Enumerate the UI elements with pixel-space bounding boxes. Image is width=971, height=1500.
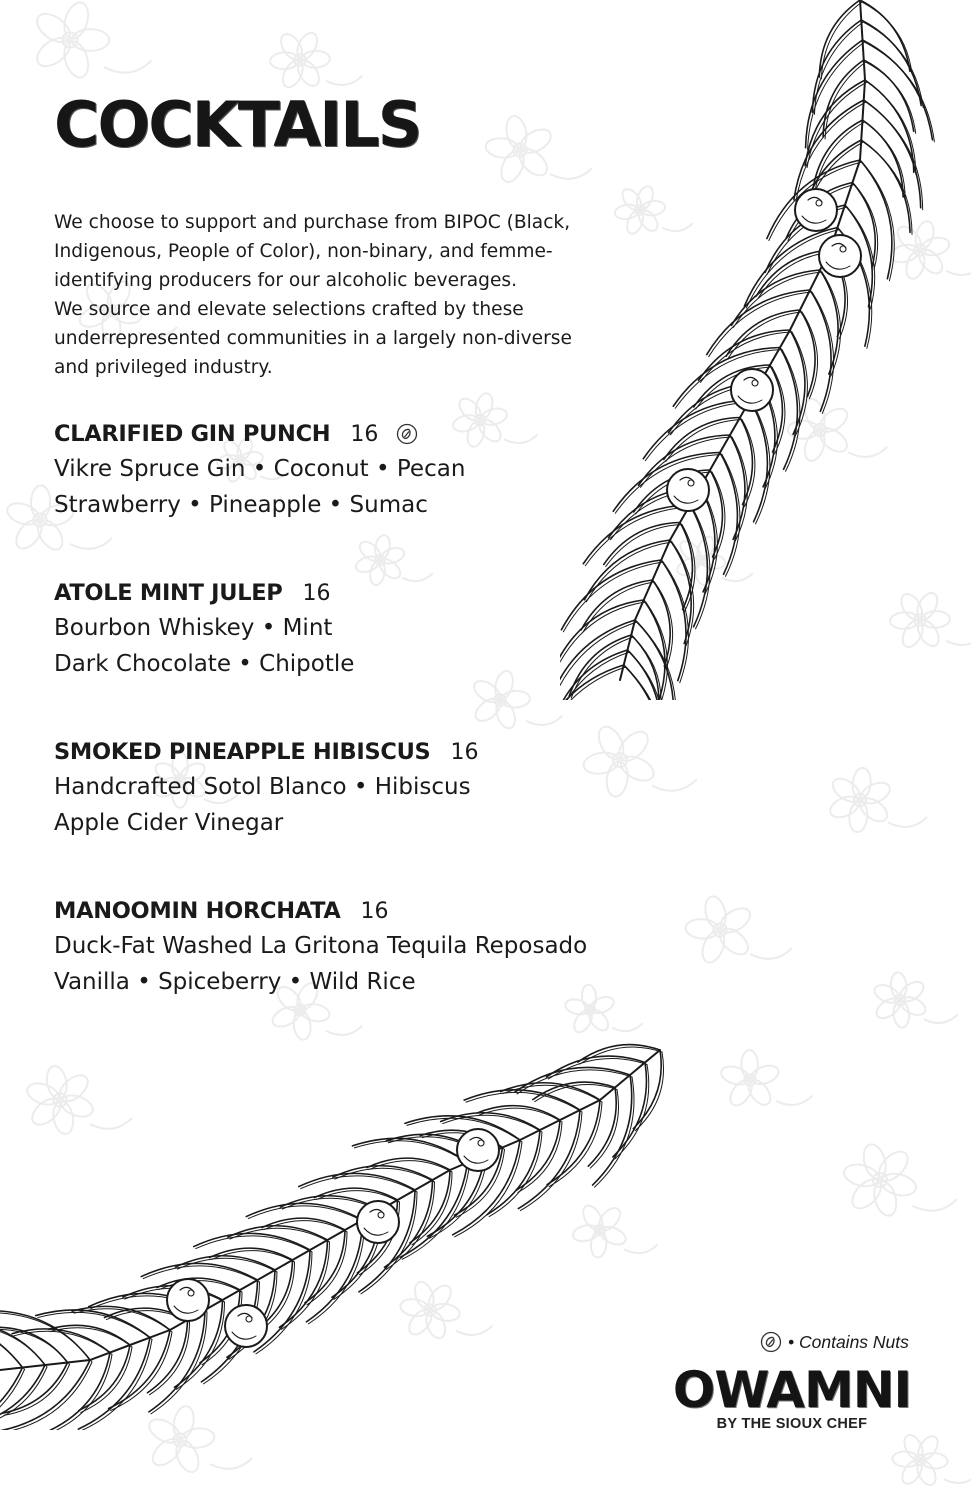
drink-item (54, 894, 587, 1000)
nut-legend (760, 1331, 909, 1353)
drink-name: CLARIFIED GIN PUNCH (54, 421, 331, 447)
intro-statement (54, 208, 594, 382)
nut-legend-label: • Contains Nuts (788, 1331, 909, 1352)
nut-icon (396, 423, 418, 445)
intro-paragraph: We choose to support and purchase from BIPOC (Black, Indigenous, People of Color), non-binary, and femme-identifying producers for our alcoholic beverages. (54, 212, 571, 291)
drink-price: 16 (360, 898, 389, 924)
drink-name: SMOKED PINEAPPLE HIBISCUS (54, 739, 431, 765)
drink-price: 16 (450, 739, 479, 765)
logo-wordmark: OWAMNI (672, 1361, 912, 1419)
drink-name: MANOOMIN HORCHATA (54, 898, 341, 924)
drink-price: 16 (302, 580, 331, 606)
juniper-sprig-top-illustration (560, 0, 960, 700)
drink-ingredients: Dark Chocolate • Chipotle (54, 651, 355, 677)
juniper-sprig-bottom-illustration (0, 1030, 680, 1430)
page-title: COCKTAILS (54, 88, 421, 161)
intro-paragraph: We source and elevate selections crafted by these underrepresented communities in a largely non-diverse and privileged industry. (54, 299, 572, 378)
drink-item (54, 735, 478, 841)
drink-name: ATOLE MINT JULEP (54, 580, 283, 606)
drink-item (54, 576, 354, 682)
drink-ingredients: Apple Cider Vinegar (54, 810, 284, 836)
drink-ingredients: Vanilla • Spiceberry • Wild Rice (54, 969, 416, 995)
logo-tagline: BY THE SIOUX CHEF (716, 1416, 868, 1432)
owamni-logo (666, 1362, 918, 1432)
drink-ingredients: Duck-Fat Washed La Gritona Tequila Reposado (54, 933, 588, 959)
drink-item (54, 417, 465, 523)
drink-ingredients: Handcrafted Sotol Blanco • Hibiscus (54, 774, 471, 800)
drink-ingredients: Strawberry • Pineapple • Sumac (54, 492, 428, 518)
drink-ingredients: Vikre Spruce Gin • Coconut • Pecan (54, 456, 466, 482)
nut-icon (760, 1331, 782, 1353)
drink-ingredients: Bourbon Whiskey • Mint (54, 615, 333, 641)
drink-price: 16 (350, 421, 379, 447)
